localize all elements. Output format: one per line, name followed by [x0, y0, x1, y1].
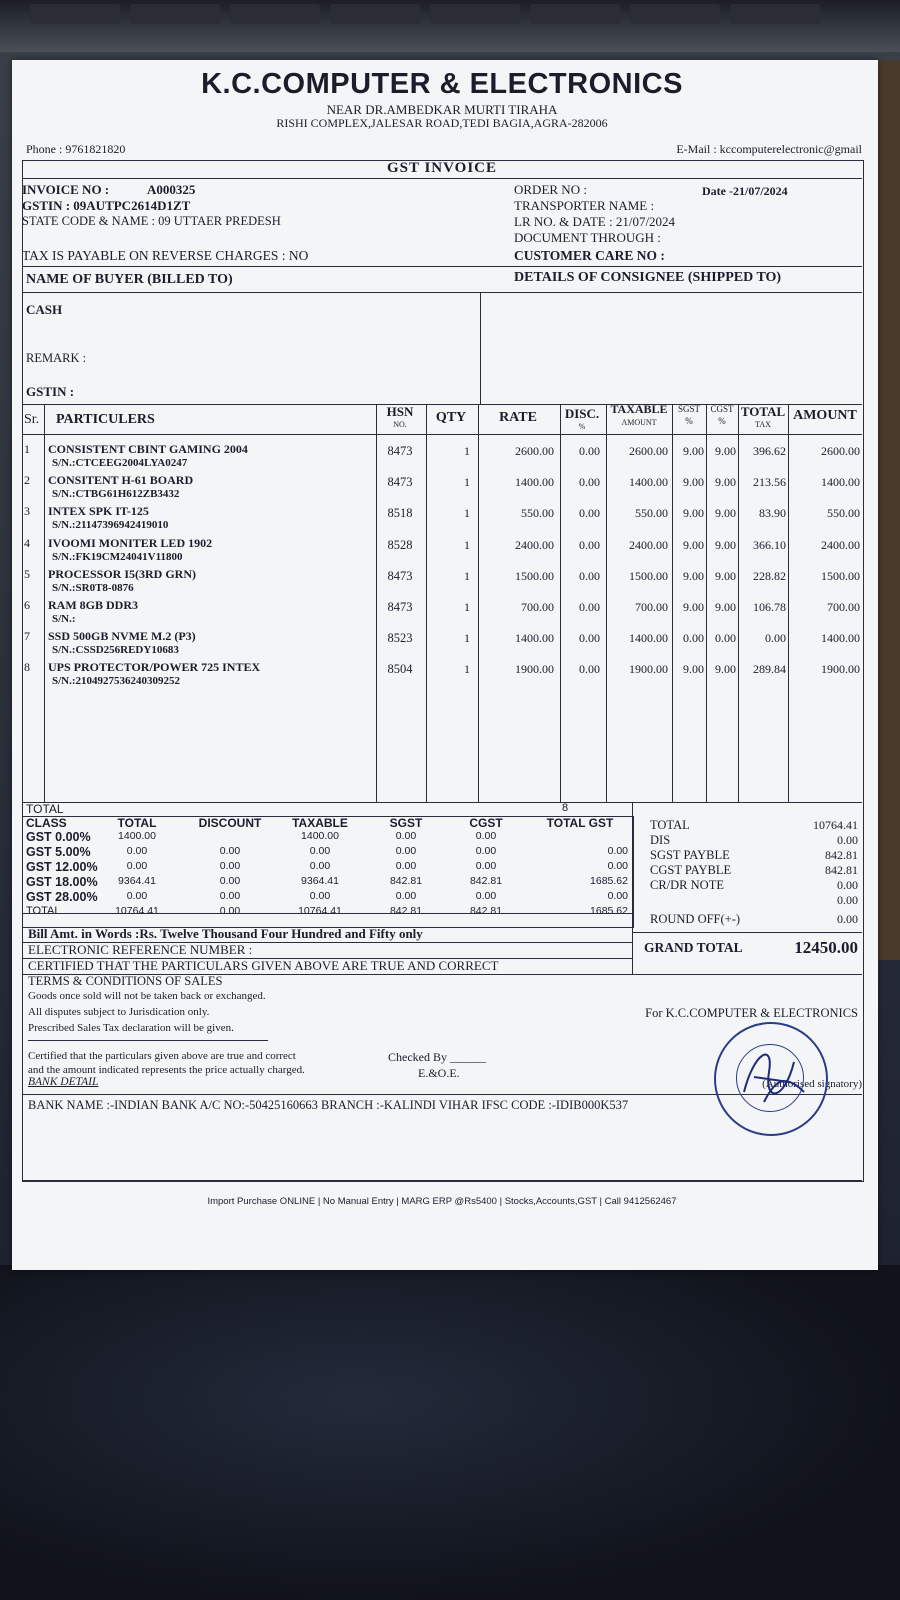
gst-cell-cls: GST 28.00% — [26, 890, 98, 904]
gst-header-4: SGST — [389, 816, 423, 830]
item-amount: 1400.00 — [821, 631, 860, 646]
buyer-name: CASH — [26, 302, 63, 317]
item-serial: S/N.:SR0T8-0876 — [52, 581, 134, 594]
item-sgst: 9.00 — [683, 506, 704, 521]
item-amount: 1400.00 — [821, 475, 860, 490]
item-cgst: 9.00 — [715, 662, 736, 677]
summary-label: CR/DR NOTE — [650, 878, 724, 892]
col-sr: Sr. — [24, 412, 40, 427]
gst-cell-sgst: 842.81 — [389, 875, 423, 887]
invoice-no-value: A000325 — [147, 182, 196, 197]
item-rate: 2400.00 — [515, 537, 554, 552]
summary-label: CGST PAYBLE — [650, 863, 732, 877]
item-qty: 1 — [464, 662, 470, 677]
company-phone: Phone : 9761821820 — [26, 142, 126, 156]
item-sr: 6 — [24, 598, 30, 612]
col-total-tax: TOTAL — [740, 404, 786, 419]
col-taxable: TAXABLE — [610, 402, 668, 416]
item-disc: 0.00 — [579, 537, 600, 552]
item-name: IVOOMI MONITER LED 1902 — [48, 535, 213, 550]
col-total-tax-sub: TAX — [755, 420, 771, 429]
item-hsn: 8504 — [387, 662, 413, 677]
gst-cell-cls: GST 0.00% — [26, 830, 91, 844]
gst-cell-gst: 1685.62 — [590, 905, 628, 917]
item-sr: 8 — [24, 660, 30, 675]
item-sgst: 9.00 — [683, 444, 704, 458]
item-total-tax: 213.56 — [753, 475, 786, 490]
item-rate: 700.00 — [521, 600, 554, 614]
item-total-tax: 0.00 — [765, 631, 786, 646]
item-serial: S/N.:CTBG61H612ZB3432 — [52, 488, 180, 501]
item-sgst: 9.00 — [683, 475, 704, 490]
company-address-2: RISHI COMPLEX,JALESAR ROAD,TEDI BAGIA,AGRA-282006 — [276, 116, 608, 130]
col-sgst-sub: % — [685, 416, 693, 426]
keyboard-background — [0, 0, 900, 52]
invoice-title: GST INVOICE — [386, 160, 498, 176]
item-serial: S/N.: — [52, 613, 76, 625]
gst-cell-disc: 0.00 — [219, 905, 241, 917]
summary-value: 0.00 — [837, 912, 858, 926]
item-disc: 0.00 — [579, 475, 600, 490]
item-rate: 2600.00 — [515, 444, 554, 458]
gst-cell-disc: 0.00 — [219, 875, 241, 887]
gst-cell-cgst: 0.00 — [475, 890, 497, 902]
gst-cell-cgst: 0.00 — [475, 845, 497, 857]
transporter: TRANSPORTER NAME : — [514, 198, 655, 213]
item-cgst: 0.00 — [715, 631, 736, 646]
summary-value: 842.81 — [825, 848, 858, 862]
checked-by: Checked By ______ — [388, 1050, 486, 1064]
gst-header-1: TOTAL — [117, 816, 157, 830]
item-name: PROCESSOR I5(3RD GRN) — [48, 566, 197, 581]
dark-cloth-background — [0, 1265, 900, 1600]
col-qty: QTY — [435, 410, 467, 425]
item-hsn: 8473 — [387, 600, 413, 614]
gst-cell-cgst: 842.81 — [469, 905, 503, 917]
item-rate: 1400.00 — [515, 631, 554, 646]
item-qty: 1 — [464, 444, 470, 458]
buyer-gstin: GSTIN : — [26, 384, 75, 399]
item-taxable: 1400.00 — [629, 475, 668, 490]
item-name: SSD 500GB NVME M.2 (P3) — [48, 629, 196, 644]
summary-label: ROUND OFF(+-) — [650, 912, 741, 926]
seller-gstin: GSTIN : 09AUTPC2614D1ZT — [22, 198, 191, 213]
company-email: E-Mail : kccomputerelectronic@gmail — [676, 142, 862, 156]
col-sgst: SGST — [677, 404, 700, 414]
summary-value: 10764.41 — [813, 818, 858, 832]
gst-cell-total: 0.00 — [126, 860, 148, 872]
terms-heading: TERMS & CONDITIONS OF SALES — [28, 974, 223, 988]
invoice-date: Date -21/07/2024 — [702, 184, 788, 198]
item-rate: 1500.00 — [515, 568, 554, 583]
item-qty: 1 — [464, 506, 470, 521]
item-cgst: 9.00 — [715, 475, 736, 490]
signature-scribble — [714, 1022, 824, 1132]
col-cgst-sub: % — [718, 416, 726, 426]
invoice-paper — [12, 60, 878, 1270]
item-cgst: 9.00 — [715, 444, 736, 458]
summary-label: TOTAL — [650, 818, 690, 832]
gst-cell-taxable: 1400.00 — [301, 830, 339, 842]
gst-cell-cgst: 842.81 — [469, 875, 503, 887]
item-total-tax: 228.82 — [753, 568, 786, 583]
item-disc: 0.00 — [579, 506, 600, 521]
summary-value: 0.00 — [837, 893, 858, 907]
item-name: CONSISTENT CBINT GAMING 2004 — [48, 442, 248, 456]
gst-header-2: DISCOUNT — [198, 816, 262, 830]
gst-header-0: CLASS — [26, 816, 67, 830]
item-taxable: 550.00 — [635, 506, 668, 521]
item-cgst: 9.00 — [715, 600, 736, 614]
item-disc: 0.00 — [579, 568, 600, 583]
col-disc: DISC. — [564, 406, 600, 421]
gst-cell-total: 9364.41 — [118, 875, 156, 887]
software-footer: Import Purchase ONLINE | No Manual Entry | MARG ERP @Rs5400 | Stocks,Accounts,GST | Call 9412562467 — [207, 1196, 677, 1207]
item-sgst: 9.00 — [683, 662, 704, 677]
col-cgst: CGST — [710, 404, 734, 414]
company-address-1: NEAR DR.AMBEDKAR MURTI TIRAHA — [326, 102, 558, 117]
gst-cell-taxable: 0.00 — [309, 890, 331, 902]
grand-total-value: 12450.00 — [794, 938, 858, 957]
gst-cell-disc: 0.00 — [219, 845, 241, 857]
item-name: CONSITENT H-61 BOARD — [48, 473, 194, 488]
authorised-signatory: (Authorised signatory) — [762, 1078, 862, 1090]
item-sgst: 9.00 — [683, 568, 704, 583]
gst-cell-gst: 0.00 — [607, 845, 628, 857]
item-disc: 0.00 — [579, 600, 600, 614]
gst-cell-cgst: 0.00 — [475, 860, 497, 872]
terms-line-1: Goods once sold will not be taken back or exchanged. — [28, 990, 266, 1002]
gst-cell-taxable: 9364.41 — [301, 875, 339, 887]
item-name: RAM 8GB DDR3 — [48, 598, 138, 612]
lr-no-date: LR NO. & DATE : 21/07/2024 — [514, 214, 676, 229]
terms-line-3: Prescribed Sales Tax declaration will be given. — [28, 1022, 234, 1034]
col-amount: AMOUNT — [793, 408, 857, 423]
item-serial: S/N.:2104927536240309252 — [52, 675, 181, 688]
item-total-tax: 83.90 — [759, 506, 786, 521]
buyer-remark: REMARK : — [26, 351, 87, 365]
item-serial: S/N.:FK19CM24041V11800 — [52, 550, 183, 563]
gst-cell-cgst: 0.00 — [475, 830, 497, 842]
item-disc: 0.00 — [579, 631, 600, 646]
item-sr: 7 — [24, 629, 30, 644]
item-hsn: 8473 — [387, 475, 413, 490]
item-taxable: 700.00 — [635, 600, 668, 614]
customer-care: CUSTOMER CARE NO : — [514, 248, 665, 263]
item-total-tax: 289.84 — [753, 662, 786, 677]
item-total-tax: 106.78 — [753, 600, 786, 614]
total-row-label: TOTAL — [26, 802, 64, 816]
grand-total-label: GRAND TOTAL — [644, 940, 743, 955]
item-amount: 2400.00 — [821, 537, 860, 552]
gst-cell-cls: GST 5.00% — [26, 845, 91, 859]
summary-label: SGST PAYBLE — [650, 848, 730, 862]
for-company: For K.C.COMPUTER & ELECTRONICS — [645, 1006, 858, 1020]
item-serial: S/N.:CSSD256REDY10683 — [52, 644, 179, 657]
item-cgst: 9.00 — [715, 568, 736, 583]
invoice-no-label: INVOICE NO : — [22, 182, 110, 197]
item-serial: S/N.:21147396942419010 — [52, 519, 169, 532]
item-serial: S/N.:CTCEEG2004LYA0247 — [52, 457, 188, 469]
item-taxable: 1900.00 — [629, 662, 668, 677]
gst-cell-sgst: 842.81 — [389, 905, 423, 917]
gst-cell-disc: 0.00 — [219, 860, 241, 872]
item-rate: 1400.00 — [515, 475, 554, 490]
gst-cell-sgst: 0.00 — [395, 890, 417, 902]
item-sgst: 9.00 — [683, 600, 704, 614]
item-amount: 2600.00 — [821, 444, 860, 458]
item-disc: 0.00 — [579, 444, 600, 458]
reverse-charges: TAX IS PAYABLE ON REVERSE CHARGES : NO — [22, 248, 309, 263]
item-hsn: 8473 — [387, 568, 413, 583]
document-through: DOCUMENT THROUGH : — [514, 230, 661, 245]
col-hsn: HSN — [386, 404, 414, 419]
item-rate: 550.00 — [521, 506, 554, 521]
gst-cell-total: 10764.41 — [115, 905, 159, 917]
buyer-heading: NAME OF BUYER (BILLED TO) — [26, 272, 233, 287]
gst-cell-taxable: 0.00 — [309, 860, 331, 872]
gst-header-3: TAXABLE — [292, 816, 348, 830]
terms-line-2: All disputes subject to Jurisdication only. — [28, 1006, 210, 1018]
order-no: ORDER NO : — [514, 182, 587, 197]
item-amount: 1900.00 — [821, 662, 860, 677]
gst-cell-gst: 0.00 — [607, 890, 628, 902]
certify-line-1: Certified that the particulars given above are true and correct — [28, 1050, 296, 1062]
gst-cell-cls: TOTAL — [26, 905, 61, 917]
item-sr: 3 — [24, 504, 30, 519]
gst-cell-taxable: 10764.41 — [298, 905, 342, 917]
col-particulars: PARTICULERS — [56, 412, 155, 427]
col-hsn-sub: NO. — [393, 420, 407, 429]
item-sr: 2 — [24, 473, 30, 488]
gst-cell-sgst: 0.00 — [395, 860, 417, 872]
item-qty: 1 — [464, 631, 470, 646]
item-sr: 5 — [24, 566, 30, 581]
item-hsn: 8518 — [387, 506, 413, 521]
summary-label: DIS — [650, 833, 671, 847]
summary-value: 842.81 — [825, 863, 858, 877]
gst-cell-total: 1400.00 — [118, 830, 156, 842]
company-name: K.C.COMPUTER & ELECTRONICS — [201, 68, 683, 100]
summary-value: 0.00 — [837, 833, 858, 847]
item-amount: 550.00 — [827, 506, 860, 521]
item-taxable: 2400.00 — [629, 537, 668, 552]
item-rate: 1900.00 — [515, 662, 554, 677]
errors-omissions: E.&O.E. — [418, 1066, 460, 1080]
company-seal — [714, 1022, 828, 1136]
item-amount: 700.00 — [827, 600, 860, 614]
item-taxable: 1500.00 — [629, 568, 668, 583]
item-hsn: 8528 — [387, 537, 413, 552]
item-total-tax: 366.10 — [753, 537, 786, 552]
gst-header-6: TOTAL GST — [546, 816, 614, 830]
amount-in-words: Bill Amt. in Words :Rs. Twelve Thousand Four Hundred and Fifty only — [28, 926, 423, 941]
col-rate: RATE — [499, 410, 537, 425]
consignee-heading: DETAILS OF CONSIGNEE (SHIPPED TO) — [514, 270, 782, 285]
state-code: STATE CODE & NAME : 09 UTTAER PREDESH — [22, 214, 281, 228]
gst-header-5: CGST — [469, 816, 503, 830]
item-sgst: 9.00 — [683, 537, 704, 552]
certified-line: CERTIFIED THAT THE PARTICULARS GIVEN ABOVE ARE TRUE AND CORRECT — [28, 958, 499, 973]
item-qty: 1 — [464, 537, 470, 552]
col-taxable-sub: AMOUNT — [621, 418, 657, 427]
item-qty: 1 — [464, 475, 470, 490]
item-qty: 1 — [464, 568, 470, 583]
item-sr: 4 — [24, 535, 30, 550]
gst-cell-cls: GST 18.00% — [26, 875, 98, 889]
summary-value: 0.00 — [837, 878, 858, 892]
item-taxable: 2600.00 — [629, 444, 668, 458]
gst-cell-cls: GST 12.00% — [26, 860, 98, 874]
gst-cell-total: 0.00 — [126, 890, 148, 902]
item-hsn: 8523 — [387, 631, 413, 646]
gst-cell-sgst: 0.00 — [395, 830, 417, 842]
item-cgst: 9.00 — [715, 506, 736, 521]
item-amount: 1500.00 — [821, 568, 860, 583]
gst-cell-taxable: 0.00 — [309, 845, 331, 857]
bank-details: BANK NAME :-INDIAN BANK A/C NO:-50425160663 BRANCH :-KALINDI VIHAR IFSC CODE :-IDIB000K537 — [28, 1098, 629, 1112]
item-disc: 0.00 — [579, 662, 600, 677]
electronic-reference: ELECTRONIC REFERENCE NUMBER : — [28, 942, 253, 957]
col-disc-sub: % — [578, 422, 586, 431]
total-qty: 8 — [562, 802, 569, 814]
item-qty: 1 — [464, 600, 470, 614]
item-name: INTEX SPK IT-125 — [48, 504, 149, 519]
gst-cell-sgst: 0.00 — [395, 845, 417, 857]
certify-line-2: and the amount indicated represents the price actually charged. — [28, 1064, 305, 1076]
gst-cell-gst: 0.00 — [607, 860, 628, 872]
item-hsn: 8473 — [387, 444, 413, 458]
item-sgst: 0.00 — [683, 631, 704, 646]
item-total-tax: 396.62 — [753, 444, 786, 458]
gst-cell-gst: 1685.62 — [590, 875, 628, 887]
item-taxable: 1400.00 — [629, 631, 668, 646]
gst-cell-disc: 0.00 — [219, 890, 241, 902]
item-cgst: 9.00 — [715, 537, 736, 552]
bank-detail-heading: BANK DETAIL — [28, 1076, 99, 1088]
gst-cell-total: 0.00 — [126, 845, 148, 857]
item-name: UPS PROTECTOR/POWER 725 INTEX — [48, 660, 261, 675]
item-sr: 1 — [24, 442, 30, 456]
